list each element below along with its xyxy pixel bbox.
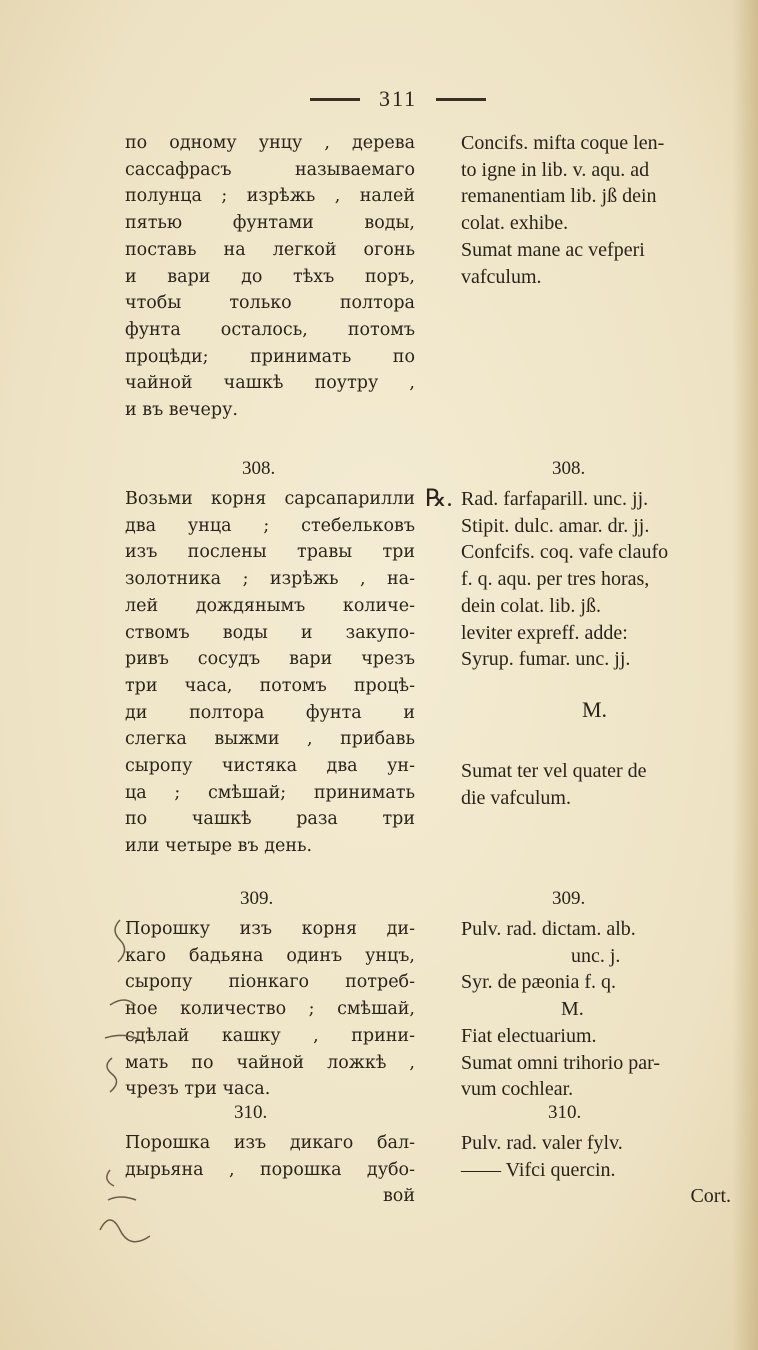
text-line: и вари до тѣхъ поръ, [125,266,415,287]
text-line: чрезъ три часа. [125,1079,271,1100]
text-line: три часа, потомъ процѣ- [125,675,415,696]
text-line: сдѣлай кашку , прини- [125,1025,415,1046]
text-line: M. [561,998,584,1021]
text-line: два унца ; стебельковъ [125,515,415,536]
latin-recipe-309 [461,916,731,1103]
text-line: по одному унцу , дерева [125,133,415,153]
text-line: сыропу піонкаго потреб- [125,972,415,993]
text-line: изъ послены травы три [125,542,415,563]
text-line: процѣди; принимать по [125,346,415,367]
text-line: colat. exhibe. [461,212,569,235]
text-line: Sumat ter vel quater de [461,760,647,782]
text-line: to igne in lib. v. aqu. ad [461,158,650,181]
text-line: по чашкѣ раза три [125,809,415,830]
text-line: вой [382,1186,415,1207]
text-line: сассафрасъ называемаго [125,159,415,180]
page-header [310,86,510,116]
text-line: Confcifs. coq. vafe claufo [461,541,669,564]
text-line: die vafculum. [461,786,571,809]
text-line: Порошку изъ корня ди- [125,919,415,939]
text-line: полунца ; изрѣжь , налей [125,186,415,207]
text-line: или четыре въ день. [125,836,313,857]
text-line: каго бадьяна одинъ унцъ, [125,945,415,966]
text-line: Pulv. rad. valer fylv. [461,1132,623,1154]
text-line: сыропу чистяка два ун- [125,756,415,777]
text-line: ца ; смѣшай; принимать [125,782,415,803]
margin-pen-marks [90,860,150,1270]
text-line: Rad. farfaparill. unc. jj. [461,488,649,510]
header-rule-left [310,98,360,101]
recipe-309-number-la: 309. [552,888,586,909]
text-line: ное количество ; смѣшай, [125,999,415,1020]
text-line: мать по чайной ложкѣ , [125,1052,415,1073]
page-number: 311 [379,86,418,111]
recipe-308-number-la: 308. [552,458,586,479]
text-line: лей дождянымъ количе- [125,595,415,616]
russian-recipe-308 [125,486,415,860]
text-line: Stipit. dulc. amar. dr. jj. [461,514,650,537]
recipe-symbol: ℞. [425,486,453,512]
header-rule-right [436,98,486,101]
text-line: remanentiam lib. jß dein [461,185,657,208]
text-line: vafculum. [461,265,542,288]
russian-continuation [125,130,415,424]
text-line: dein colat. lib. jß. [461,594,601,617]
text-line: дырьяна , порошка дубо- [125,1159,415,1180]
russian-recipe-309 [125,916,415,1103]
text-line: Sumat omni trihorio par- [461,1051,661,1074]
text-line: Syr. de pæonia f. q. [461,971,616,994]
text-line: пятью фунтами воды, [125,213,415,234]
page-edge-shadow [732,0,758,1350]
text-line: золотника ; изрѣжь , на- [125,569,415,590]
text-line: f. q. aqu. per tres horas, [461,568,650,591]
text-line: и въ вечеру. [125,400,238,421]
latin-recipe-308-mix: M. [582,697,608,722]
text-line: чтобы только полтора [125,293,415,314]
text-line: ди полтора фунта и [125,702,415,723]
text-line: фунта осталось, потомъ [125,319,415,340]
latin-recipe-308 [461,486,731,673]
recipe-309-number-ru: 309. [240,888,274,909]
text-line: чайной чашкѣ поутру , [125,373,415,394]
text-line: ривъ сосудъ вари чрезъ [125,649,415,670]
recipe-308-number-ru: 308. [242,458,276,479]
text-line: поставь на легкой огонь [125,239,415,260]
text-line: vum cochlear. [461,1078,574,1101]
text-line: Cort. [690,1185,731,1208]
text-line: unc. j. [571,944,621,967]
text-line: Syrup. fumar. unc. jj. [461,648,631,671]
text-line: Возьми корня сарсапарилли [125,489,415,509]
latin-continuation [461,130,731,290]
text-line: Fiat electuarium. [461,1024,597,1047]
latin-recipe-308-dosage [461,758,731,811]
recipe-310-number-ru: 310. [234,1102,268,1123]
text-line: leviter expreff. adde: [461,621,628,644]
recipe-310-number-la: 310. [548,1102,582,1123]
text-line: слегка выжми , прибавь [125,729,415,750]
text-line: Порошка изъ дикаго бал- [125,1133,415,1153]
text-line: —— Vifci quercin. [461,1158,616,1181]
text-line: ствомъ воды и закупо- [125,622,415,643]
latin-recipe-310 [461,1130,731,1210]
text-line: Concifs. mifta coque len- [461,132,665,154]
text-line: Pulv. rad. dictam. alb. [461,918,636,940]
russian-recipe-310 [125,1130,415,1210]
text-line: Sumat mane ac vefperi [461,238,645,261]
